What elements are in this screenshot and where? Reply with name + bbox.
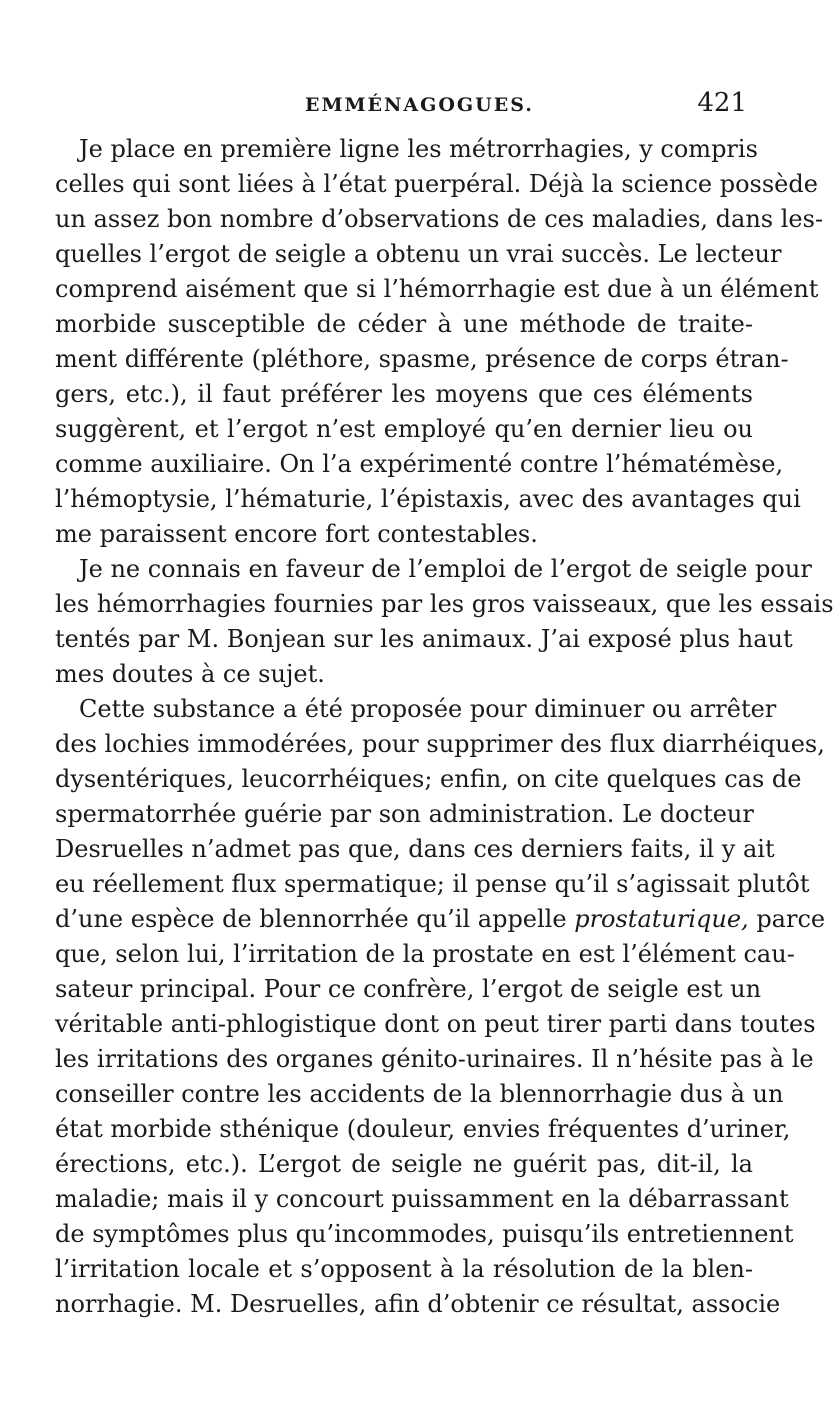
text-line: état morbide sthénique (douleur, envies fréquentes d’uriner, — [55, 1115, 791, 1143]
text-fragment: parce — [756, 905, 826, 933]
text-line: suggèrent, et l’ergot n’est employé qu’en dernier lieu ou — [55, 415, 753, 443]
text-line: l’irritation locale et s’opposent à la résolution de la blen- — [55, 1255, 753, 1283]
text-line: de symptômes plus qu’incommodes, puisqu’ils entretiennent — [55, 1220, 794, 1248]
text-line: érections, etc.). L’ergot de seigle ne guérit pas, dit-il, la — [55, 1150, 753, 1178]
text-line: eu réellement flux spermatique; il pense qu’il s’agissait plutôt — [55, 870, 810, 898]
text-line: conseiller contre les accidents de la blennorrhagie dus à un — [55, 1080, 784, 1108]
text-line: spermatorrhée guérie par son administration. Le docteur — [55, 800, 754, 828]
italic-term: prostaturique, — [574, 905, 749, 933]
text-line: dysentériques, leucorrhéiques; enfin, on cite quelques cas de — [55, 765, 802, 793]
text-line-with-italic — [55, 902, 826, 937]
text-line: véritable anti-phlogistique dont on peut tirer parti dans toutes — [55, 1010, 816, 1038]
text-line: sateur principal. Pour ce confrère, l’ergot de seigle est un — [55, 975, 762, 1003]
text-line: les irritations des organes génito-urinaires. Il n’hésite pas à le — [55, 1045, 814, 1073]
text-line: les hémorrhagies fournies par les gros vaisseaux, que les essais — [55, 590, 834, 618]
text-line: maladie; mais il y concourt puissamment en la débarrassant — [55, 1185, 789, 1213]
text-line: quelles l’ergot de seigle a obtenu un vrai succès. Le lecteur — [55, 240, 782, 268]
text-line: me paraissent encore fort contestables. — [55, 520, 538, 548]
text-line: Je ne connais en faveur de l’emploi de l’ergot de seigle pour — [79, 555, 812, 583]
text-line: Cette substance a été proposée pour diminuer ou arrêter — [79, 695, 777, 723]
text-line: morbide susceptible de céder à une méthode de traite- — [55, 310, 753, 338]
text-line: comprend aisément que si l’hémorrhagie est due à un élément — [55, 275, 819, 303]
text-line: mes doutes à ce sujet. — [55, 660, 325, 688]
text-line: des lochies immodérées, pour supprimer des flux diarrhéiques, — [55, 730, 825, 758]
text-line: gers, etc.), il faut préférer les moyens que ces éléments — [55, 380, 753, 408]
text-line: comme auxiliaire. On l’a expérimenté contre l’hématémèse, — [55, 450, 784, 478]
chapter-title: EMMÉNAGOGUES. — [305, 94, 534, 116]
text-line: ment différente (pléthore, spasme, présence de corps étran- — [55, 345, 789, 373]
book-page — [55, 88, 834, 1322]
text-line: un assez bon nombre d’observations de ces maladies, dans les- — [55, 205, 824, 233]
text-line: l’hémoptysie, l’hématurie, l’épistaxis, avec des avantages qui — [55, 485, 801, 513]
body-text — [55, 132, 834, 1322]
text-line: norrhagie. M. Desruelles, afin d’obtenir ce résultat, associe — [55, 1290, 781, 1318]
text-line: Je place en première ligne les métrorrhagies, y compris — [79, 135, 758, 163]
running-head — [55, 88, 753, 124]
text-line: que, selon lui, l’irritation de la prostate en est l’élément cau- — [55, 940, 795, 968]
text-fragment: d’une espèce de blennorrhée qu’il appelle — [55, 905, 567, 933]
text-line: tentés par M. Bonjean sur les animaux. J’ai exposé plus haut — [55, 625, 793, 653]
text-line: celles qui sont liées à l’état puerpéral. Déjà la science possède — [55, 170, 818, 198]
page-number: 421 — [697, 88, 747, 118]
text-line: Desruelles n’admet pas que, dans ces derniers faits, il y ait — [55, 835, 775, 863]
